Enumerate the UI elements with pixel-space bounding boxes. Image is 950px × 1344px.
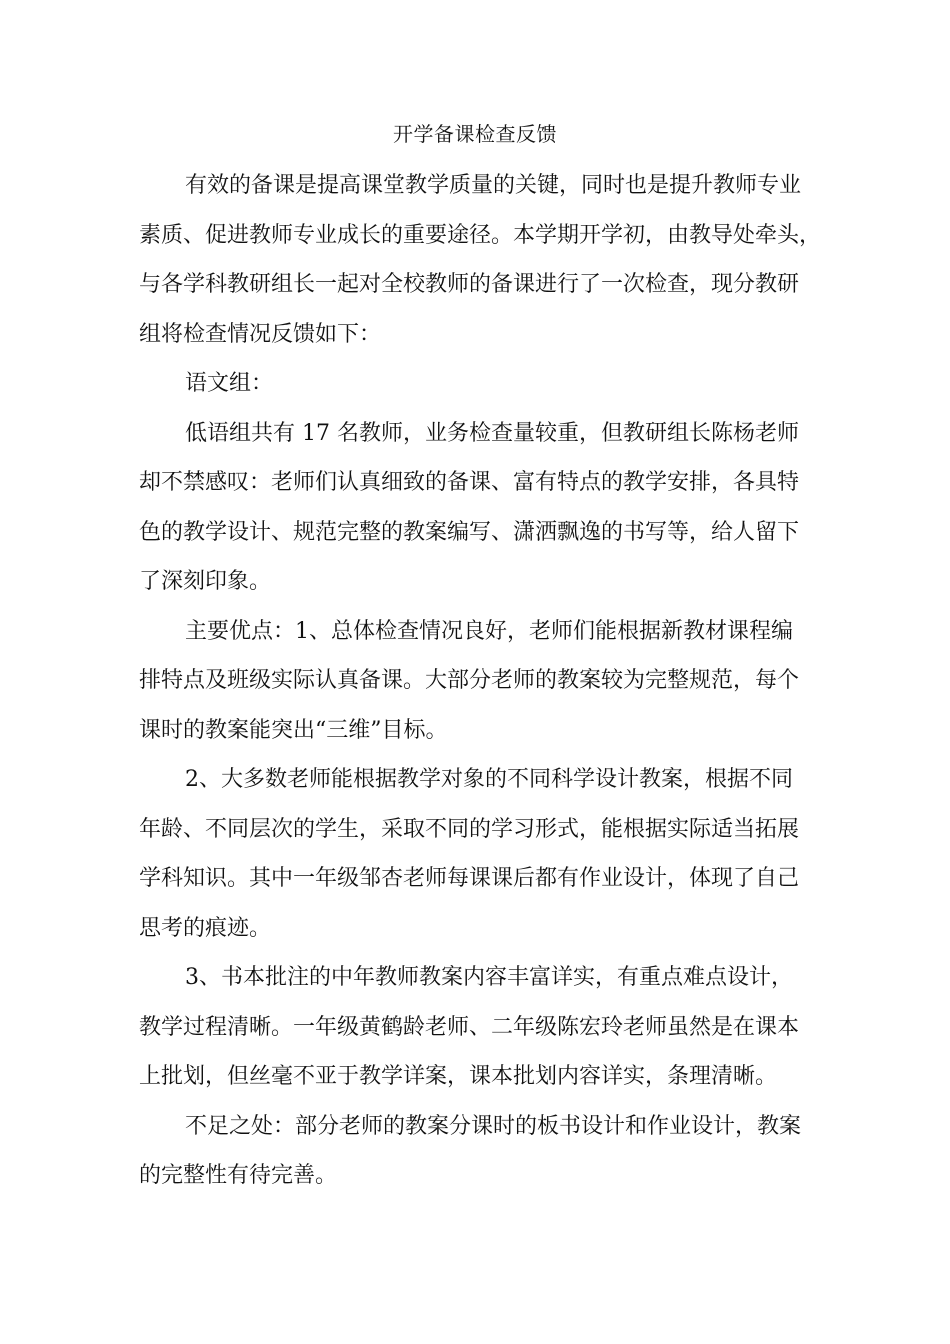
text-line: 上批划，但丝毫不亚于教学详案，课本批划内容详实，条理清晰。 [139,1064,778,1089]
text-line: 了深刻印象。 [139,569,272,594]
paragraph-intro [139,161,827,359]
document-body [139,161,827,1201]
text-line: 教学过程清晰。一年级黄鹤龄老师、二年级陈宏玲老师虽然是在课本 [139,1014,800,1040]
text-line: 年龄、不同层次的学生，采取不同的学习形式，能根据实际适当拓展 [139,816,800,842]
text-line: 学科知识。其中一年级邹杏老师每课课后都有作业设计，体现了自己 [139,866,800,891]
text-line: 思考的痕迹。 [139,915,272,941]
document-title: 开学备课检查反馈 [393,122,557,146]
text-line: 与各学科教研组长一起对全校教师的备课进行了一次检查，现分教研 [139,272,800,297]
paragraph-strength-1 [139,607,827,756]
paragraph-section-heading [139,359,827,409]
text-line: 素质、促进教师专业成长的重要途径。本学期开学初，由教导处牵头， [139,222,822,248]
text-line: 语文组： [185,371,274,396]
text-line: 主要优点：1、总体检查情况良好，老师们能根据新教材课程编 [185,618,793,644]
paragraph-overview [139,409,827,607]
text-line: 的完整性有待完善。 [139,1163,338,1188]
paragraph-weakness [139,1102,827,1201]
paragraph-strength-3 [139,953,827,1102]
text-line: 课时的教案能突出“三维”目标。 [139,717,448,743]
text-line: 2、大多数老师能根据教学对象的不同科学设计教案，根据不同 [185,767,793,792]
text-line: 排特点及班级实际认真备课。大部分老师的教案较为完整规范，每个 [139,668,800,693]
paragraph-strength-2 [139,755,827,953]
text-line: 色的教学设计、规范完整的教案编写、潇洒飘逸的书写等，给人留下 [139,519,800,545]
text-line: 却不禁感叹：老师们认真细致的备课、富有特点的教学安排，各具特 [139,470,800,495]
text-line: 有效的备课是提高课堂教学质量的关键，同时也是提升教师专业 [185,173,802,198]
text-line: 组将检查情况反馈如下： [139,321,382,347]
text-line: 低语组共有 17 名教师，业务检查量较重，但教研组长陈杨老师 [185,420,799,446]
text-line: 不足之处：部分老师的教案分课时的板书设计和作业设计，教案 [185,1113,802,1139]
text-line: 3、书本批注的中年教师教案内容丰富详实，有重点难点设计， [185,965,793,990]
